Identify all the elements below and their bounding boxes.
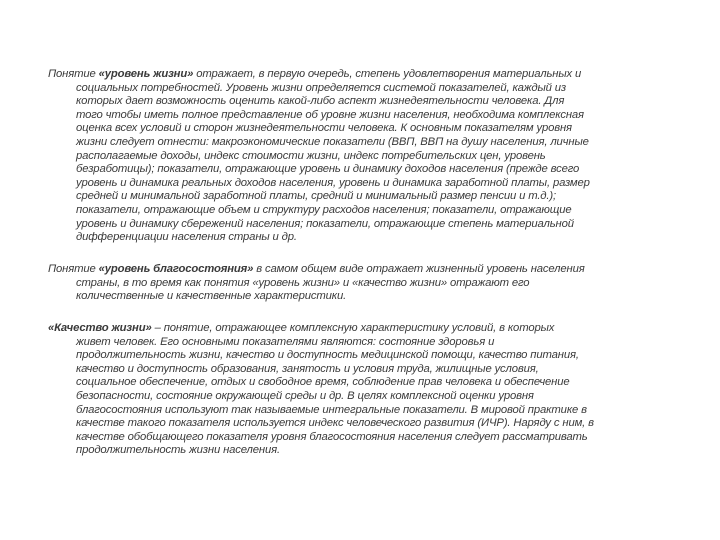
text-line: количественные и качественные характеристики. [76, 290, 347, 303]
paragraph-welfare [48, 263, 686, 304]
text-line: безработицы); показатели, отражающие уровень и динамику доходов населения (прежде всего [76, 163, 580, 176]
term-welfare: «уровень благосостояния» [98, 263, 254, 275]
text-line: страны, в то время как понятия «уровень жизни» и «качество жизни» отражают его [76, 276, 530, 289]
text-line: показатели, отражающие объем и структуру расходов населения; показатели, отражающие [76, 203, 572, 216]
text-line: социальное обеспечение, отдых и свободное время, соблюдение прав человека и обеспечение [76, 376, 570, 389]
term-quality-of-life: «Качество жизни» [48, 322, 152, 334]
text-line: которых дает возможность оценить какой-либо аспект жизнедеятельности человека. Для [76, 95, 565, 108]
text-line: Понятие «уровень жизни» отражает, в первую очередь, степень удовлетворения материальных и [48, 68, 582, 80]
text-line: уровень и динамику сбережений населения; показатели, отражающие степень материальной [76, 217, 574, 230]
text-line: оценка всех условий и сторон жизнедеятельности человека. К основным показателям уровня [76, 122, 572, 135]
text-line: того чтобы иметь полное представление об уровне жизни населения, необходима комплексная [76, 108, 584, 121]
text-line: качестве такого показателя используется индекс человеческого развития (ИЧР). Наряду с ним, в [76, 417, 594, 430]
text-line: «Качество жизни» – понятие, отражающее комплексную характеристику условий, в которых [48, 322, 555, 334]
text-line: уровень и динамика реальных доходов населения, уровень и динамика заработной платы, размер [76, 176, 590, 189]
text-line: располагаемые доходы, индекс стоимости жизни, индекс потребительских цен, уровень [76, 149, 546, 162]
text-line: качестве обобщающего показателя уровня благосостояния населения следует рассматривать [76, 430, 588, 443]
text-line: социальных потребностей. Уровень жизни определяется системой показателей, каждый из [76, 81, 567, 94]
paragraph-quality-of-life [48, 322, 686, 458]
paragraph-standard-of-living [48, 68, 686, 245]
text-line: безопасности, состояние окружающей среды и др. В целях комплексной оценки уровня [76, 389, 534, 402]
text-line: качество и доступность образования, занятость и условия труда, жилищные условия, [76, 362, 539, 375]
text-line: средней и минимальной заработной платы, средний и минимальный размер пенсии и т.д.); [76, 190, 556, 203]
text-line: живет человек. Его основными показателями являются: состояние здоровья и [76, 335, 495, 348]
text-line: Понятие «уровень благосостояния» в самом общем виде отражает жизненный уровень населения [48, 263, 585, 275]
text-line: продолжительность жизни, качество и доступность медицинской помощи, качество питания, [76, 349, 579, 362]
term-standard-of-living: «уровень жизни» [98, 68, 194, 80]
text-line: жизни следует отнести: макроэкономические показатели (ВВП, ВВП на душу населения, личные [76, 135, 589, 148]
text-line: продолжительность жизни населения. [76, 444, 280, 457]
text-line: дифференциации населения страны и др. [76, 231, 297, 244]
text-line: благосостояния используют так называемые интегральные показатели. В мировой практике в [76, 403, 587, 416]
